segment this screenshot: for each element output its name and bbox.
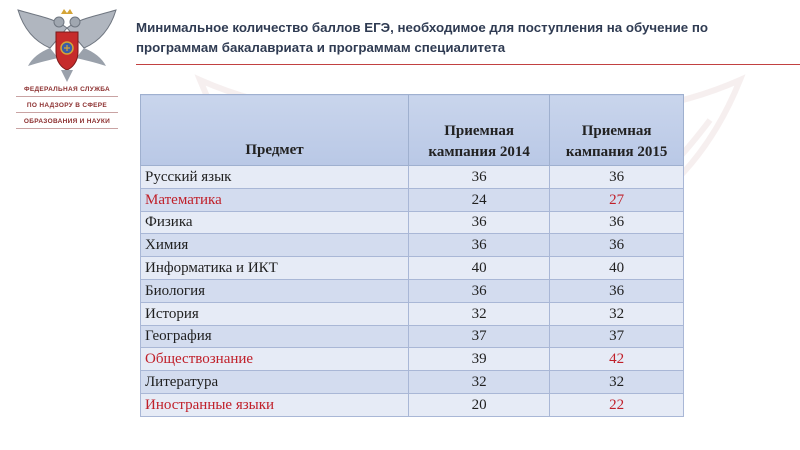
score-2014-cell: 39 bbox=[409, 348, 550, 371]
subject-cell: История bbox=[141, 302, 409, 325]
subject-cell: Литература bbox=[141, 371, 409, 394]
score-2014-cell: 36 bbox=[409, 166, 550, 189]
score-2014-cell: 37 bbox=[409, 325, 550, 348]
score-2015-cell: 36 bbox=[550, 211, 684, 234]
subject-cell: Информатика и ИКТ bbox=[141, 257, 409, 280]
score-2015-cell: 37 bbox=[550, 325, 684, 348]
table-row bbox=[141, 325, 684, 348]
table-row bbox=[141, 234, 684, 257]
table-row bbox=[141, 348, 684, 371]
table-row bbox=[141, 279, 684, 302]
subject-cell: Русский язык bbox=[141, 166, 409, 189]
subject-cell: Химия bbox=[141, 234, 409, 257]
table-row bbox=[141, 393, 684, 416]
score-2014-cell: 32 bbox=[409, 371, 550, 394]
score-2015-cell: 36 bbox=[550, 166, 684, 189]
subject-cell: Биология bbox=[141, 279, 409, 302]
page-title bbox=[136, 18, 800, 58]
column-header-2015: Приемная кампания 2015 bbox=[550, 95, 684, 166]
double-headed-eagle-emblem-icon bbox=[14, 8, 120, 84]
agency-name-line: ОБРАЗОВАНИЯ И НАУКИ bbox=[16, 116, 118, 129]
score-2014-cell: 32 bbox=[409, 302, 550, 325]
table-header-row bbox=[141, 95, 684, 166]
score-2015-cell: 32 bbox=[550, 371, 684, 394]
column-header-subject: Предмет bbox=[141, 95, 409, 166]
column-header-2014: Приемная кампания 2014 bbox=[409, 95, 550, 166]
subject-cell: Математика bbox=[141, 188, 409, 211]
score-2014-cell: 20 bbox=[409, 393, 550, 416]
score-2015-cell: 36 bbox=[550, 234, 684, 257]
table-row bbox=[141, 166, 684, 189]
score-2014-cell: 36 bbox=[409, 279, 550, 302]
score-2015-cell: 36 bbox=[550, 279, 684, 302]
score-2015-cell: 32 bbox=[550, 302, 684, 325]
agency-name-line: ПО НАДЗОРУ В СФЕРЕ bbox=[16, 100, 118, 113]
score-2014-cell: 36 bbox=[409, 234, 550, 257]
table-row bbox=[141, 211, 684, 234]
subject-cell: География bbox=[141, 325, 409, 348]
table-row bbox=[141, 257, 684, 280]
subject-cell: Физика bbox=[141, 211, 409, 234]
subject-cell: Обществознание bbox=[141, 348, 409, 371]
score-2015-cell: 40 bbox=[550, 257, 684, 280]
table-row bbox=[141, 188, 684, 211]
score-2014-cell: 40 bbox=[409, 257, 550, 280]
table-body bbox=[141, 166, 684, 417]
header-divider bbox=[136, 64, 800, 65]
table-row bbox=[141, 371, 684, 394]
score-2015-cell: 22 bbox=[550, 393, 684, 416]
score-2015-cell: 27 bbox=[550, 188, 684, 211]
score-2015-cell: 42 bbox=[550, 348, 684, 371]
subject-cell: Иностранные языки bbox=[141, 393, 409, 416]
agency-name-line: ФЕДЕРАЛЬНАЯ СЛУЖБА bbox=[16, 84, 118, 97]
score-2014-cell: 24 bbox=[409, 188, 550, 211]
agency-name bbox=[8, 84, 126, 132]
score-2014-cell: 36 bbox=[409, 211, 550, 234]
table-row bbox=[141, 302, 684, 325]
page-title-line-1: Минимальное количество баллов ЕГЭ, необходимое для поступления на обучение по bbox=[136, 20, 708, 35]
page-title-line-2: программам бакалавриата и программам специалитета bbox=[136, 40, 506, 55]
scores-table bbox=[140, 94, 684, 417]
agency-sidebar bbox=[0, 0, 130, 450]
